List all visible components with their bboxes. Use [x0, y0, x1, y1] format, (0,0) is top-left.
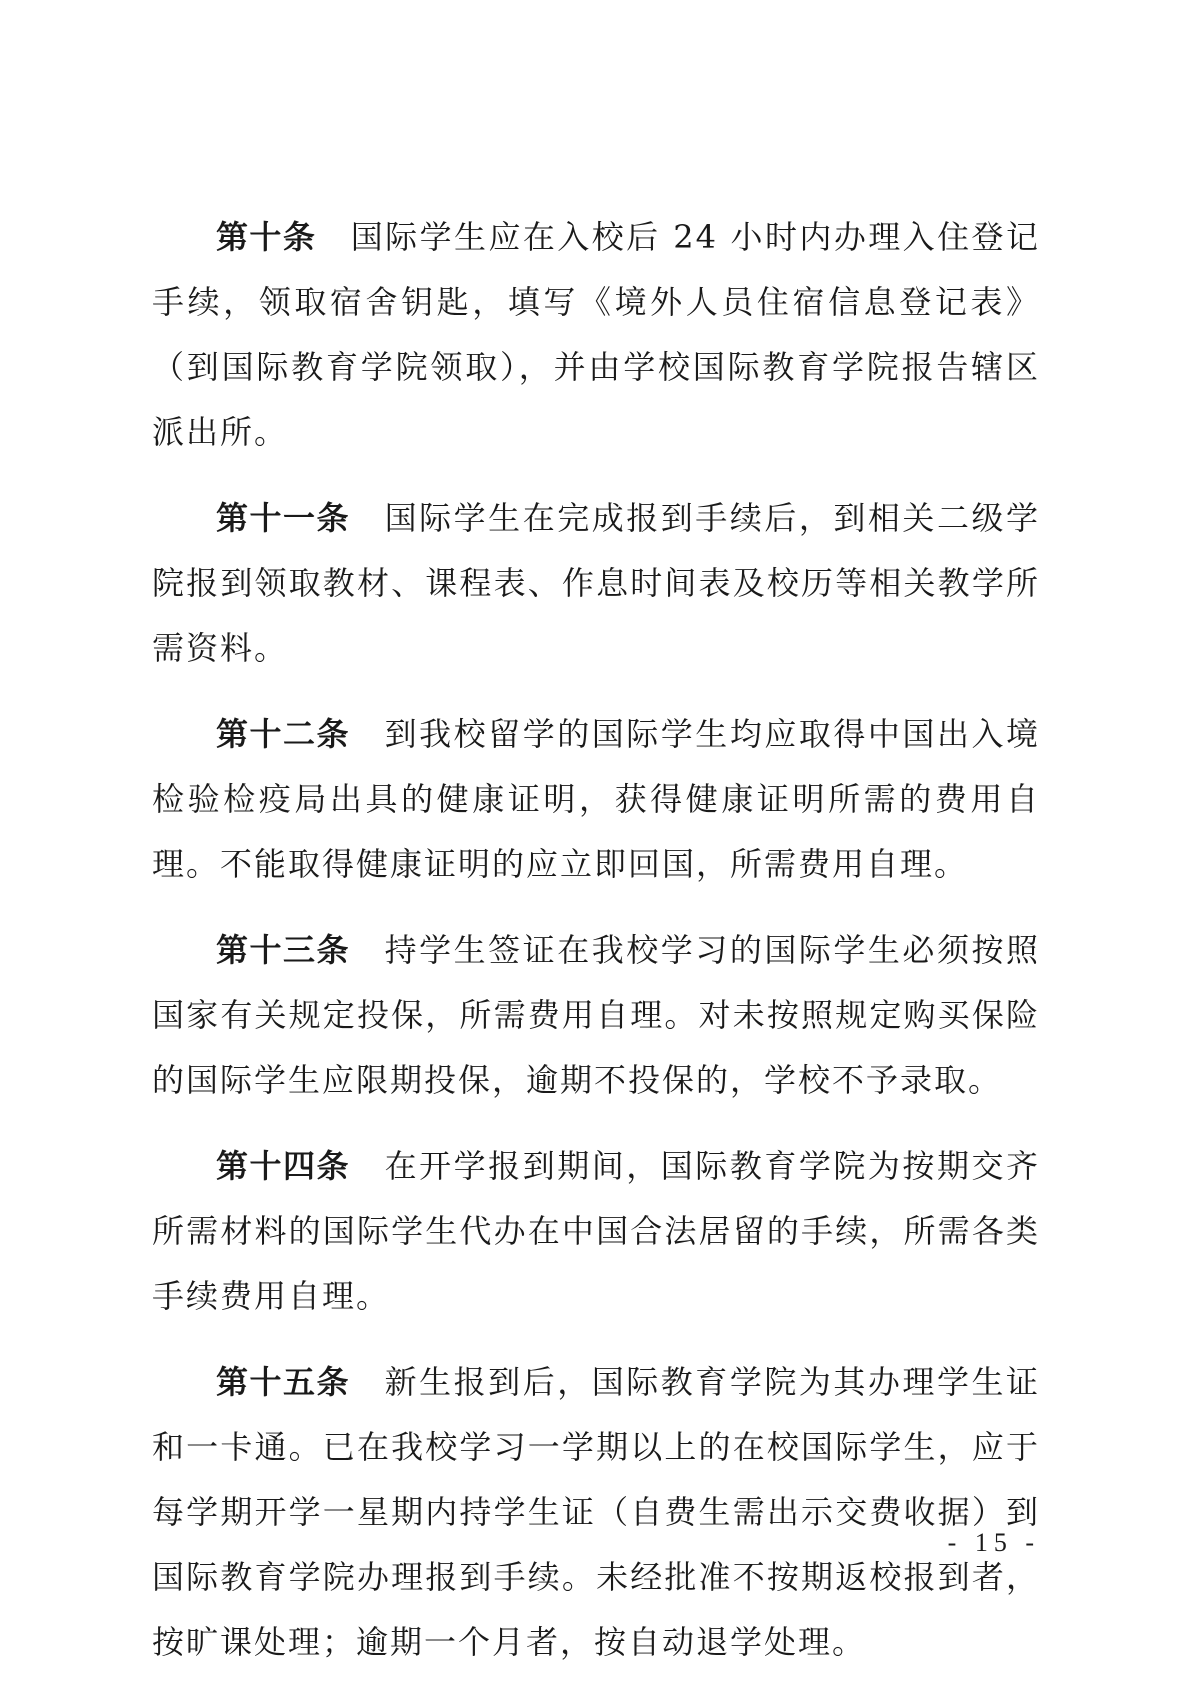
article-text: 国际学生在完成报到手续后，到相关二级学院报到领取教材、课程表、作息时间表及校历等相关教学所需资料。: [152, 499, 1040, 667]
article-12: [152, 702, 1040, 897]
article-10: [152, 205, 1040, 465]
article-text: 持学生签证在我校学习的国际学生必须按照国家有关规定投保，所需费用自理。对未按照规定购买保险的国际学生应限期投保，逾期不投保的，学校不予录取。: [152, 931, 1040, 1099]
document-body: [152, 205, 1040, 1696]
article-text: 新生报到后，国际教育学院为其办理学生证和一卡通。已在我校学习一学期以上的在校国际学生，应于每学期开学一星期内持学生证（自费生需出示交费收据）到国际教育学院办理报到手续。未经批准不按期返校报到者，按旷课处理；逾期一个月者，按自动退学处理。: [152, 1363, 1040, 1661]
article-15: [152, 1350, 1040, 1675]
article-title: 第十条: [216, 218, 317, 256]
article-title: 第十一条: [216, 499, 351, 537]
article-text: 国际学生应在入校后 24 小时内办理入住登记手续，领取宿舍钥匙，填写《境外人员住宿信息登记表》（到国际教育学院领取），并由学校国际教育学院报告辖区派出所。: [152, 218, 1040, 451]
article-title: 第十三条: [216, 931, 351, 969]
article-text: 到我校留学的国际学生均应取得中国出入境检验检疫局出具的健康证明，获得健康证明所需的费用自理。不能取得健康证明的应立即回国，所需费用自理。: [152, 715, 1040, 883]
article-title: 第十四条: [216, 1147, 351, 1185]
article-11: [152, 486, 1040, 681]
page-number: - 15 -: [947, 1528, 1040, 1557]
article-13: [152, 918, 1040, 1113]
article-text: 在开学报到期间，国际教育学院为按期交齐所需材料的国际学生代办在中国合法居留的手续，所需各类手续费用自理。: [152, 1147, 1040, 1315]
article-14: [152, 1134, 1040, 1329]
article-title: 第十五条: [216, 1363, 351, 1401]
article-title: 第十二条: [216, 715, 351, 753]
